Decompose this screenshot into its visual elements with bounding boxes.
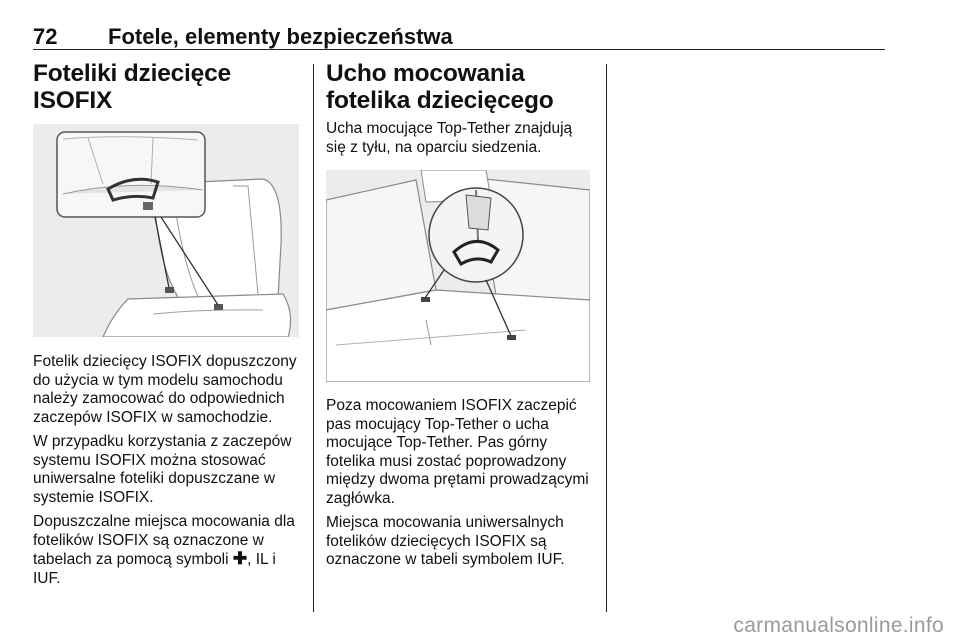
top-tether-paragraph-2: Poza mocowaniem ISOFIX zaczepić pas mocujący Top-Tether o ucha mocujące Top-Tether. Pas górny fotelika musi zostać poprowadzony między dwoma prętami prowadzącymi zagłówka.: [326, 397, 589, 507]
watermark: carmanualsonline.info: [733, 614, 944, 637]
top-tether-heading: Ucho mocowania fotelika dziecięcego: [326, 60, 554, 114]
isofix-heading: Foteliki dziecięce ISOFIX: [33, 60, 231, 114]
top-tether-paragraph-3: Miejsca mocowania uniwersalnych fotelików dziecięcych ISOFIX są oznaczone w tabeli symbolem IUF.: [326, 514, 565, 568]
isofix-paragraph-2: W przypadku korzystania z zaczepów systemu ISOFIX można stosować uniwersalne foteliki dopuszczane w systemie ISOFIX.: [33, 433, 292, 506]
left-column: [33, 60, 301, 594]
top-tether-figure: [326, 170, 590, 382]
column-divider-left: [313, 64, 314, 612]
column-divider-right: [606, 64, 607, 612]
isofix-symbol: ✚: [232, 549, 248, 568]
isofix-caption: Fotelik dziecięcy ISOFIX dopuszczony do użycia w tym modelu samochodu należy zamocować do odpowiednich zaczepów ISOFIX w samochodzie.: [33, 353, 297, 426]
page-number: 72: [33, 24, 58, 49]
isofix-paragraph-3: Dopuszczalne miejsca mocowania dla fotelików ISOFIX są oznaczone w tabelach za pomocą symboli ✚, IL i IUF.: [33, 513, 295, 587]
top-tether-anchor-illustration: [326, 170, 590, 382]
header-rule: [33, 49, 885, 50]
chapter-title: Fotele, elementy bezpieczeństwa: [108, 24, 453, 49]
page-header: [33, 18, 885, 50]
top-tether-intro: Ucha mocujące Top-Tether znajdują się z tyłu, na oparciu siedzenia.: [326, 120, 573, 156]
right-column: [326, 60, 596, 576]
isofix-anchor-illustration: [33, 124, 299, 337]
isofix-figure: [33, 124, 299, 337]
